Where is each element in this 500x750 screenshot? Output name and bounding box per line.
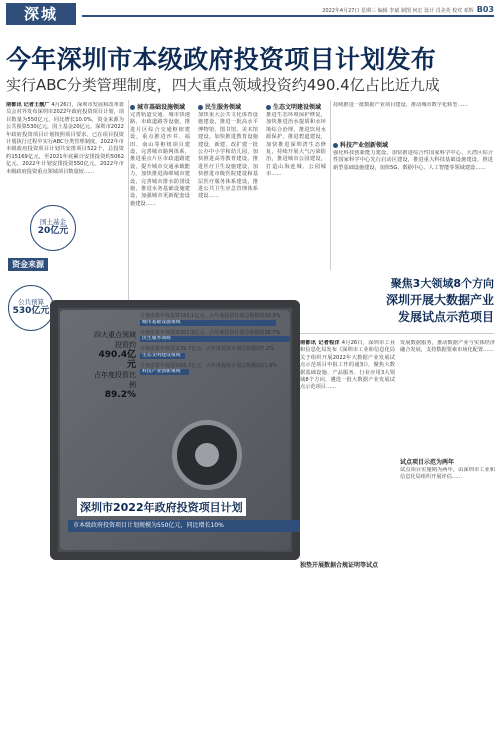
sidebar-text-2: 发展数据服务，推动数据产业与实体经济融合发展，支持数据要素市场化配置…… <box>400 340 495 354</box>
sidebar-text: 4月26日，深圳市工业和信息化局发布《深圳市工业和信息化局关于组织开展2022年大数据产业发展试点示范项目申报工作的通知》，聚焦大数据基础设施、产品服务、行业应用3大领域8个方向，遴选一批大数据产业发展试点示范项目…… <box>300 340 395 391</box>
sidebar-text-1 <box>300 340 395 740</box>
col3-text: 推进生态环境保护修复，加快推进治水提质和水环境综合治理，推进饮用水源保护，推进碧道建设，加快推进深圳湾生态修复，持续开展大气污染防治，推进城市公园建设，打造山海连城、公园城市…… <box>266 112 326 178</box>
key-label-line1: 四大重点领域 <box>94 331 136 339</box>
bar-item <box>140 363 300 376</box>
safe-dial-center <box>195 443 219 467</box>
bar: 科技产业创新领域 <box>140 369 189 375</box>
top-bar <box>0 0 500 23</box>
sub-section-2-head: 试点项目示范为两年 <box>400 459 455 466</box>
bar-note: 计划安排年度投资183.1亿元，占年度投资计划总规模的33.3% <box>140 313 281 319</box>
headline: 今年深圳市本级政府投资项目计划发布 <box>6 45 437 74</box>
key-areas-box <box>92 330 136 400</box>
bar-item <box>140 330 300 343</box>
bar-item <box>140 346 300 359</box>
land-fund-label: 国土基金 <box>40 218 66 226</box>
dateline <box>322 5 494 14</box>
column-divider <box>330 100 331 270</box>
investment-bars <box>140 313 300 379</box>
dateline-text: 2022年4月27日 星期三 编辑 李斌 制图 何宏 设计 肖美英 校对 邓辉 <box>322 8 474 14</box>
sidebar-byline: 南都讯 记者程洋 <box>300 340 340 346</box>
sidebar-text-3: 试点项目实施期为两年，由深圳市工业和信息化局组织开展评估…… <box>400 467 495 481</box>
capital-title: 资金来源 <box>8 258 48 271</box>
land-fund-value: 20亿元 <box>37 226 69 236</box>
col4-text: 强化科技创新能力建设，加快推进综合性国家科学中心、大湾区综合性国家科学中心先行启动区建设，推进重大科技基础设施建设，推进新型基础设施建设，加快5G、数据中心、人工智能等领域建设…… <box>333 150 493 171</box>
bar-note: 计划安排年度投资39.7亿元，占年度投资计划总规模的7.2% <box>140 346 274 352</box>
bar: 生态文明建设领域 <box>140 353 185 359</box>
key-value: 490.4亿元 <box>98 350 136 370</box>
sub-section-1-head: 独垫开展数据合规证明等试点 <box>300 562 379 569</box>
col2-head: 民生服务领域 <box>198 102 241 111</box>
plan-title: 深圳市2022年政府投资项目计划 <box>77 498 246 516</box>
bar-note: 计划安排年度投资201.9亿元，占年度投资计划总规模的36.7% <box>140 329 281 336</box>
col1-head: 城市基础设施领域 <box>130 102 185 111</box>
bullet-icon <box>333 143 338 148</box>
bullet-icon <box>266 105 271 110</box>
lead-byline: 南都讯 记者王靓广 <box>6 102 50 108</box>
sidebar-headline <box>298 275 494 325</box>
col4-head: 科技产业创新领域 <box>333 140 388 149</box>
col3-head: 生态文明建设领域 <box>266 102 321 111</box>
col1-text: 完善轨道交通、城市快速路、市政道路等设施，推进片区综合交通枢纽建设，重点推进沙井、福田、南山等枢纽项目建设，完善城市路网体系，推进重点片区市政道路建设，提升城市交通承载能力。加快推进海绵城市建设，完善城市排水防涝设施，推进水务基础设施建设，加强城市更新配套设施建设…… <box>130 112 190 207</box>
land-fund-circle <box>30 205 76 251</box>
key-label-line2: 投资约 <box>115 341 136 349</box>
public-budget-circle <box>8 285 54 331</box>
col2-text: 加快重大公共文化体育设施建设，推进一批高水平博物馆、图书馆、美术馆建设。加快推进教育设施建设，新建、改扩建一批公办中小学和幼儿园，加快推进高等教育建设。推进医疗卫生设施建设，加快推进市级医院建设和基层医疗服务体系建设，推进公共卫生应急管理体系建设…… <box>198 112 258 200</box>
key-share-value: 89.2% <box>104 390 136 400</box>
bar-note: 计划安排年度投资65.7亿元，占年度投资计划总规模的11.9% <box>140 362 278 369</box>
section-tag: 深城 <box>6 3 76 25</box>
sidebar-head-line2: 深圳开展大数据产业 <box>385 293 494 307</box>
bar: 民生服务领域 <box>140 336 290 342</box>
plan-strip: 市本级政府投资项目计划规模为550亿元，同比增长10% <box>68 520 300 532</box>
lead-text: 4月26日，深圳市发展和改革委员会对外发布深圳市2022年政府投资项目计划，项目数量为550亿元，同比增长10.0%，资金来源为公共预算530亿元，国土基金20亿元。深圳市2022年政府投资项目计划按照项目要求，已在项目投资计划执行过程中实行ABC分类管理制度。2022年市本级政府投资项目计划共安排项目522个，总投资约15169亿元，至2021年底累计安排投资约5062亿元，2022年计划安排投资550亿元。2022年市本级政府投资重点领域项目数量较…… <box>6 102 124 175</box>
public-budget-label: 公共预算 <box>18 298 44 306</box>
sidebar-head-line3: 发展试点示范项目 <box>397 310 494 324</box>
col4-top-text: 持续推进一批数据产业项目建设，推动城市数字化转型…… <box>333 102 468 108</box>
bullet-icon <box>198 105 203 110</box>
page-number: B03 <box>476 5 494 14</box>
bullet-icon <box>130 105 135 110</box>
sidebar-divider <box>300 333 494 334</box>
bar-item <box>140 313 300 326</box>
subhead: 实行ABC分类管理制度，四大重点领域投资约490.4亿占比近九成 <box>6 76 440 94</box>
header-rule <box>82 15 494 17</box>
public-budget-value: 530亿元 <box>12 306 50 316</box>
bar: 城市基础设施领域 <box>140 320 276 326</box>
key-share-label: 占年度投资比例 <box>94 371 136 389</box>
column-divider <box>128 100 129 300</box>
sidebar-head-line1: 聚焦3大领域8个方向 <box>390 277 494 290</box>
